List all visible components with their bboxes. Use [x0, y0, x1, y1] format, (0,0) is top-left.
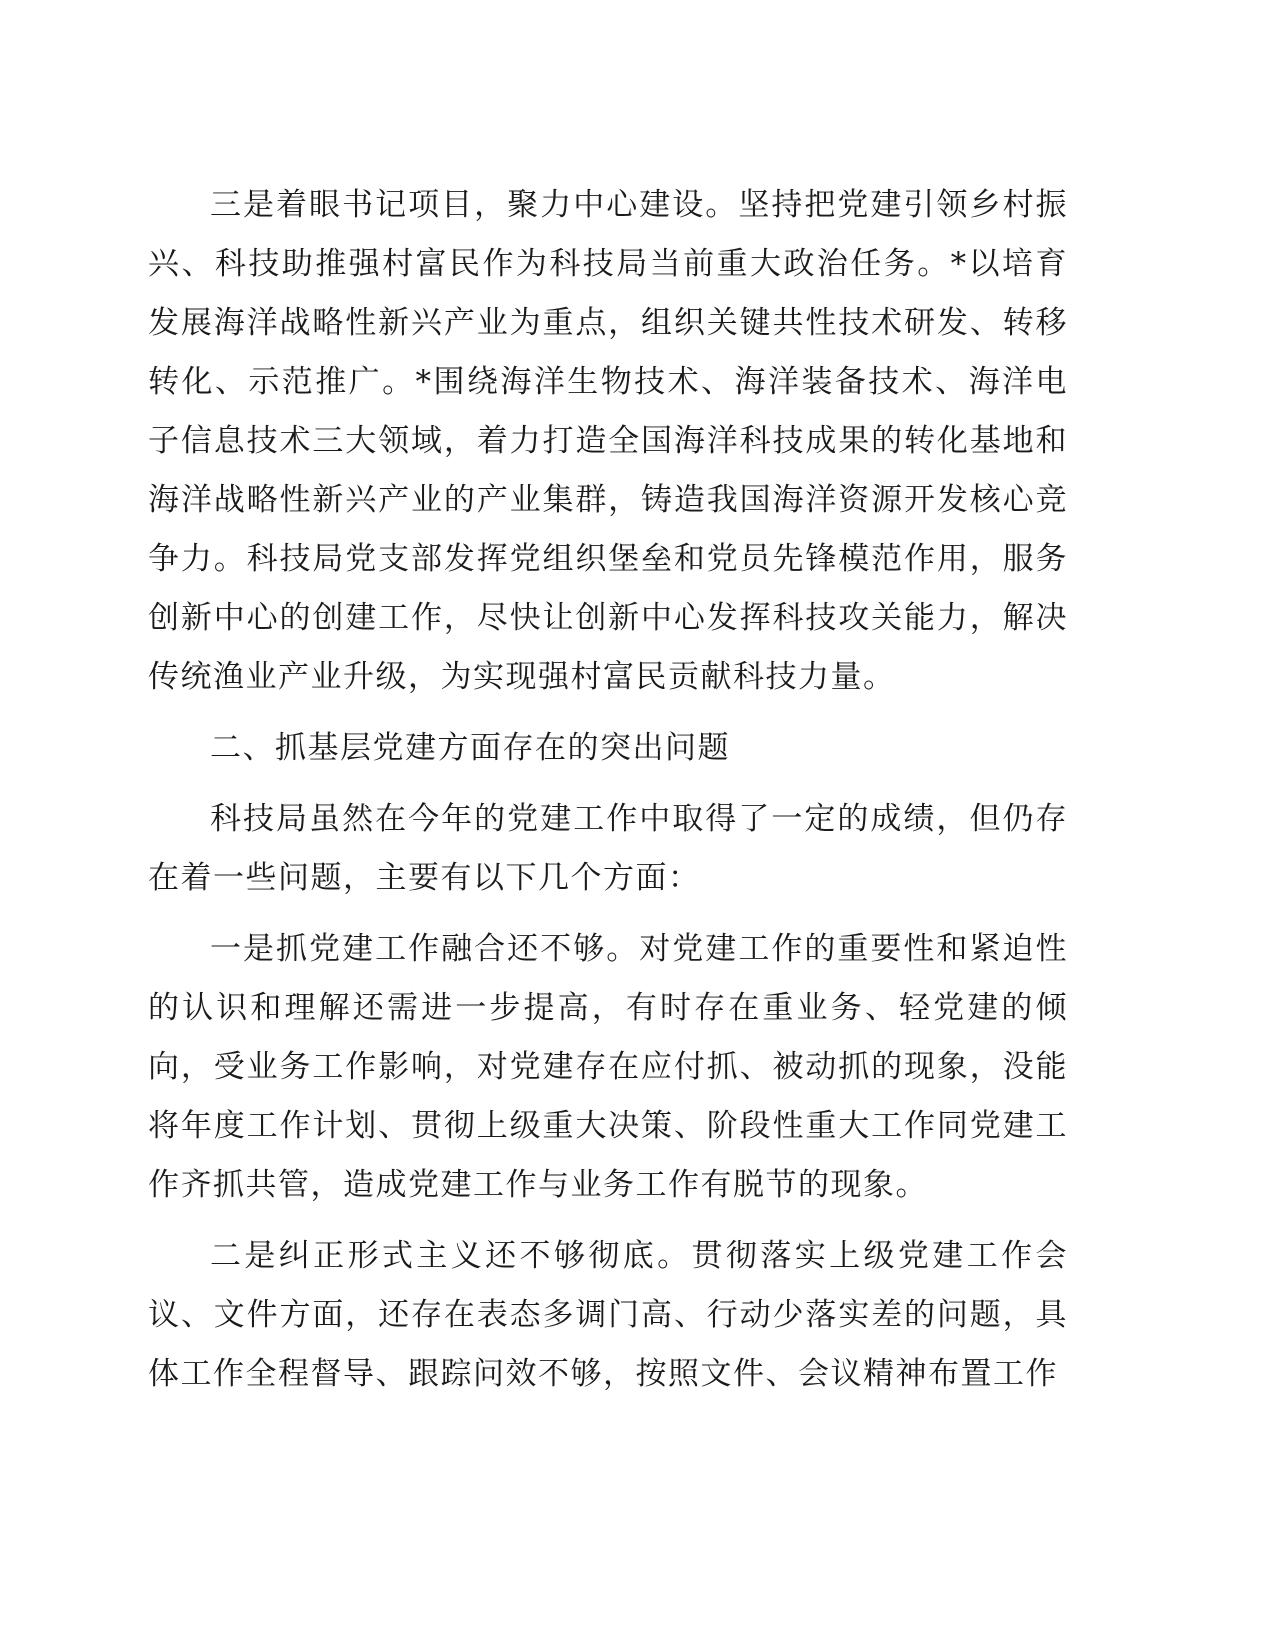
- paragraph-item-two: 二是纠正形式主义还不够彻底。贯彻落实上级党建工作会议、文件方面，还存在表态多调门高、行动少落实差的问题，具体工作全程督导、跟踪问效不够，按照文件、会议精神布置工作: [148, 1238, 1068, 1392]
- section-heading: 二、抓基层党建方面存在的突出问题: [210, 730, 730, 766]
- paragraph-item-one: 一是抓党建工作融合还不够。对党建工作的重要性和紧迫性的认识和理解还需进一步提高，有时存在重业务、轻党建的倾向，受业务工作影响，对党建存在应付抓、被动抓的现象，没能将年度工作计划、贯彻上级重大决策、阶段性重大工作同党建工作齐抓共管，造成党建工作与业务工作有脱节的现象。: [148, 931, 1068, 1203]
- paragraph-intro: 科技局虽然在今年的党建工作中取得了一定的成绩，但仍存在着一些问题，主要有以下几个方面：: [148, 801, 1068, 896]
- paragraph-item-three: 三是着眼书记项目，聚力中心建设。坚持把党建引领乡村振兴、科技助推强村富民作为科技局当前重大政治任务。*以培育发展海洋战略性新兴产业为重点，组织关键共性技术研发、转移转化、示范推广。*围绕海洋生物技术、海洋装备技术、海洋电子信息技术三大领域，着力打造全国海洋科技成果的转化基地和海洋战略性新兴产业的产业集群，铸造我国海洋资源开发核心竞争力。科技局党支部发挥党组织堡垒和党员先锋模范作用，服务创新中心的创建工作，尽快让创新中心发挥科技攻关能力，解决传统渔业产业升级，为实现强村富民贡献科技力量。: [148, 187, 1068, 695]
- document-body: [148, 176, 1068, 1416]
